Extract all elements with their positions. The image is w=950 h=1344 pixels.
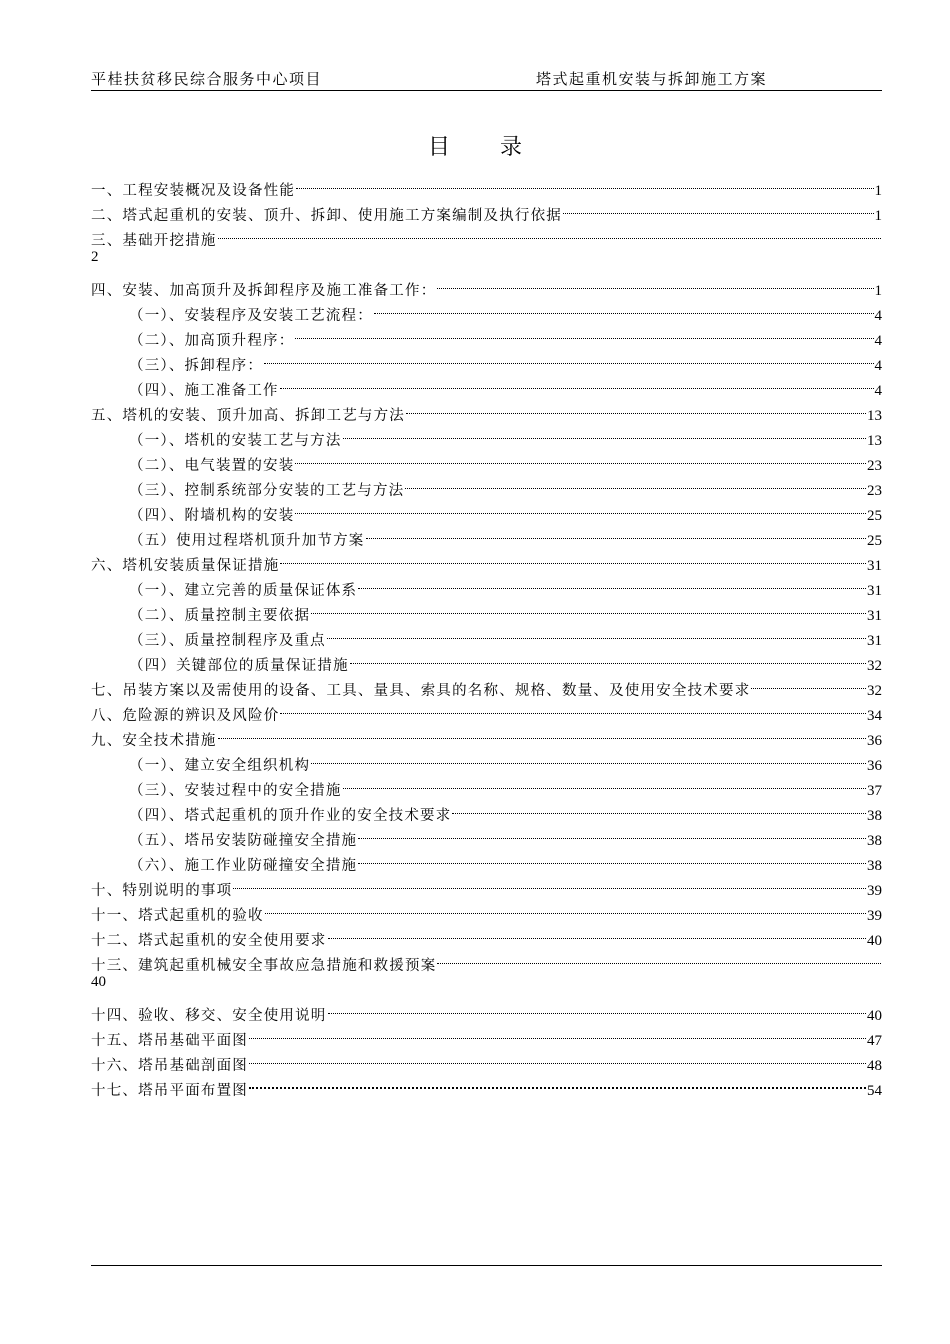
toc-entry-page: 13	[867, 408, 882, 424]
toc-entry-page: 39	[867, 908, 882, 924]
toc-entry-page: 1	[874, 283, 882, 299]
toc-leader-dots	[374, 295, 874, 320]
toc-entry-title: （三）、质量控制程序及重点	[129, 633, 326, 649]
toc-entry-title: 七、吊装方案以及需使用的设备、工具、量具、索具的名称、规格、数量、及使用安全技术要求	[91, 683, 751, 699]
toc-entry-title: 十七、塔吊平面布置图	[91, 1083, 248, 1099]
toc-leader-dots	[218, 720, 866, 745]
toc-entry-title: 十五、塔吊基础平面图	[91, 1033, 248, 1049]
toc-entry-title: （四）、附墙机构的安装	[129, 508, 295, 524]
toc-entry-page: 32	[867, 658, 882, 674]
toc-leader-dots	[437, 270, 873, 295]
toc-entry-page: 25	[867, 508, 882, 524]
toc-entry-page: 31	[867, 558, 882, 574]
toc-leader-dots	[328, 920, 867, 945]
toc-entry-title: 一、工程安装概况及设备性能	[91, 183, 296, 199]
toc-entry-title: 十、特别说明的事项	[91, 883, 233, 899]
toc-entry-title: 四、安装、加高顶升及拆卸程序及施工准备工作：	[91, 283, 437, 299]
toc-entry-page: 1	[874, 208, 882, 224]
toc-entry-title: （一）、建立安全组织机构	[129, 758, 311, 774]
toc-leader-dots	[218, 220, 881, 245]
toc-entry-title: 十一、塔式起重机的验收	[91, 908, 264, 924]
toc-entry-page: 23	[867, 483, 882, 499]
toc-leader-dots	[295, 320, 873, 345]
toc-entry-page: 31	[867, 608, 882, 624]
toc-leader-dots	[328, 995, 867, 1020]
toc-leader-dots	[327, 620, 866, 645]
toc-entry-page: 54	[867, 1083, 882, 1099]
toc-leader-dots	[358, 845, 866, 870]
toc-leader-dots	[280, 370, 874, 395]
toc-entry-title: （五）使用过程塔机顶升加节方案	[129, 533, 365, 549]
toc-entry-title: 十四、验收、移交、安全使用说明	[91, 1008, 327, 1024]
toc-entry-page: 32	[867, 683, 882, 699]
toc-entry-page: 38	[867, 858, 882, 874]
toc-entry-title: 十二、塔式起重机的安全使用要求	[91, 933, 327, 949]
toc-leader-dots	[563, 195, 874, 220]
toc-entry-page: 40	[867, 933, 882, 949]
toc-entry-title: （六）、施工作业防碰撞安全措施	[129, 858, 358, 874]
toc-leader-dots	[437, 945, 881, 970]
toc-leader-dots	[452, 795, 866, 820]
toc-leader-dots	[311, 745, 866, 770]
toc-entry-page: 4	[874, 383, 882, 399]
page-title	[0, 130, 950, 161]
toc-entry-page: 2	[91, 249, 99, 265]
toc-leader-dots	[406, 395, 866, 420]
toc-entry-title: 十六、塔吊基础剖面图	[91, 1058, 248, 1074]
toc-leader-dots	[405, 470, 866, 495]
toc-entry-page: 13	[867, 433, 882, 449]
toc-leader-dots	[249, 1070, 866, 1095]
toc-entry-page: 40	[867, 1008, 882, 1024]
toc-leader-dots	[295, 495, 866, 520]
toc-entry-title: （二）、加高顶升程序：	[129, 333, 295, 349]
toc-leader-dots	[343, 770, 866, 795]
toc-entry-page: 48	[867, 1058, 882, 1074]
toc-entry-page: 4	[874, 358, 882, 374]
toc-leader-dots	[343, 420, 866, 445]
toc-entry-title: 六、塔机安装质量保证措施	[91, 558, 280, 574]
toc-entry-page: 36	[867, 758, 882, 774]
toc-entry-page: 39	[867, 883, 882, 899]
toc-entry-title: （三）、安装过程中的安全措施	[129, 783, 342, 799]
toc-entry[interactable]	[91, 170, 882, 199]
toc-leader-dots	[249, 1020, 866, 1045]
toc-entry-title: （一）、安装程序及安装工艺流程：	[129, 308, 373, 324]
toc-entry-page: 31	[867, 583, 882, 599]
toc-entry[interactable]	[91, 995, 882, 1024]
toc-entry-page: 37	[867, 783, 882, 799]
toc-entry-title: （一）、塔机的安装工艺与方法	[129, 433, 342, 449]
title-char-2: 录	[500, 135, 523, 160]
toc-leader-dots	[280, 695, 866, 720]
toc-entry-title: （二）、电气装置的安装	[129, 458, 295, 474]
toc-entry-title: 九、安全技术措施	[91, 733, 217, 749]
toc-entry-title: 三、基础开挖措施	[91, 233, 217, 249]
toc-leader-dots	[295, 445, 866, 470]
toc-leader-dots	[358, 820, 866, 845]
toc-entry-title: （三）、控制系统部分安装的工艺与方法	[129, 483, 405, 499]
toc-entry-page: 4	[874, 333, 882, 349]
toc-entry-title: （四）关键部位的质量保证措施	[129, 658, 349, 674]
toc-leader-dots	[751, 670, 866, 695]
toc-entry-title: 五、塔机的安装、顶升加高、拆卸工艺与方法	[91, 408, 405, 424]
toc-leader-dots	[265, 895, 866, 920]
toc-entry-title: （二）、质量控制主要依据	[129, 608, 311, 624]
toc-entry-title: （四）、施工准备工作	[129, 383, 279, 399]
toc-entry-page: 38	[867, 808, 882, 824]
toc-entry-page: 1	[874, 183, 882, 199]
toc-entry-page: 40	[91, 974, 106, 990]
toc-entry-title: （三）、拆卸程序：	[129, 358, 264, 374]
title-char-1: 目	[427, 135, 450, 160]
toc-leader-dots	[296, 170, 873, 195]
toc-leader-dots	[280, 545, 866, 570]
toc-entry-page: 38	[867, 833, 882, 849]
toc-leader-dots	[358, 570, 866, 595]
toc-entry-page: 47	[867, 1033, 882, 1049]
toc-entry-page: 4	[874, 308, 882, 324]
toc-leader-dots	[366, 520, 867, 545]
header-project-name: 平桂扶贫移民综合服务中心项目	[91, 70, 323, 88]
toc-entry-title: 八、危险源的辨识及风险价	[91, 708, 280, 724]
toc-leader-dots	[311, 595, 866, 620]
toc-entry-page: 31	[867, 633, 882, 649]
toc-entry-page: 25	[867, 533, 882, 549]
table-of-contents	[91, 170, 882, 1099]
toc-entry[interactable]	[91, 270, 882, 299]
toc-leader-dots	[233, 870, 866, 895]
toc-entry-title: （一）、建立完善的质量保证体系	[129, 583, 358, 599]
header-document-title: 塔式起重机安装与拆卸施工方案	[536, 70, 768, 88]
toc-leader-dots	[264, 345, 873, 370]
toc-entry-title: （四）、塔式起重机的顶升作业的安全技术要求	[129, 808, 452, 824]
toc-entry-page: 34	[867, 708, 882, 724]
toc-entry-title: （五）、塔吊安装防碰撞安全措施	[129, 833, 358, 849]
toc-entry-page: 36	[867, 733, 882, 749]
footer-rule	[91, 1265, 882, 1266]
toc-leader-dots	[350, 645, 866, 670]
toc-entry-title: 二、塔式起重机的安装、顶升、拆卸、使用施工方案编制及执行依据	[91, 208, 562, 224]
toc-entry-page: 23	[867, 458, 882, 474]
toc-entry-title: 十三、建筑起重机械安全事故应急措施和救援预案	[91, 958, 437, 974]
toc-leader-dots	[249, 1045, 866, 1070]
page-header	[91, 66, 882, 91]
